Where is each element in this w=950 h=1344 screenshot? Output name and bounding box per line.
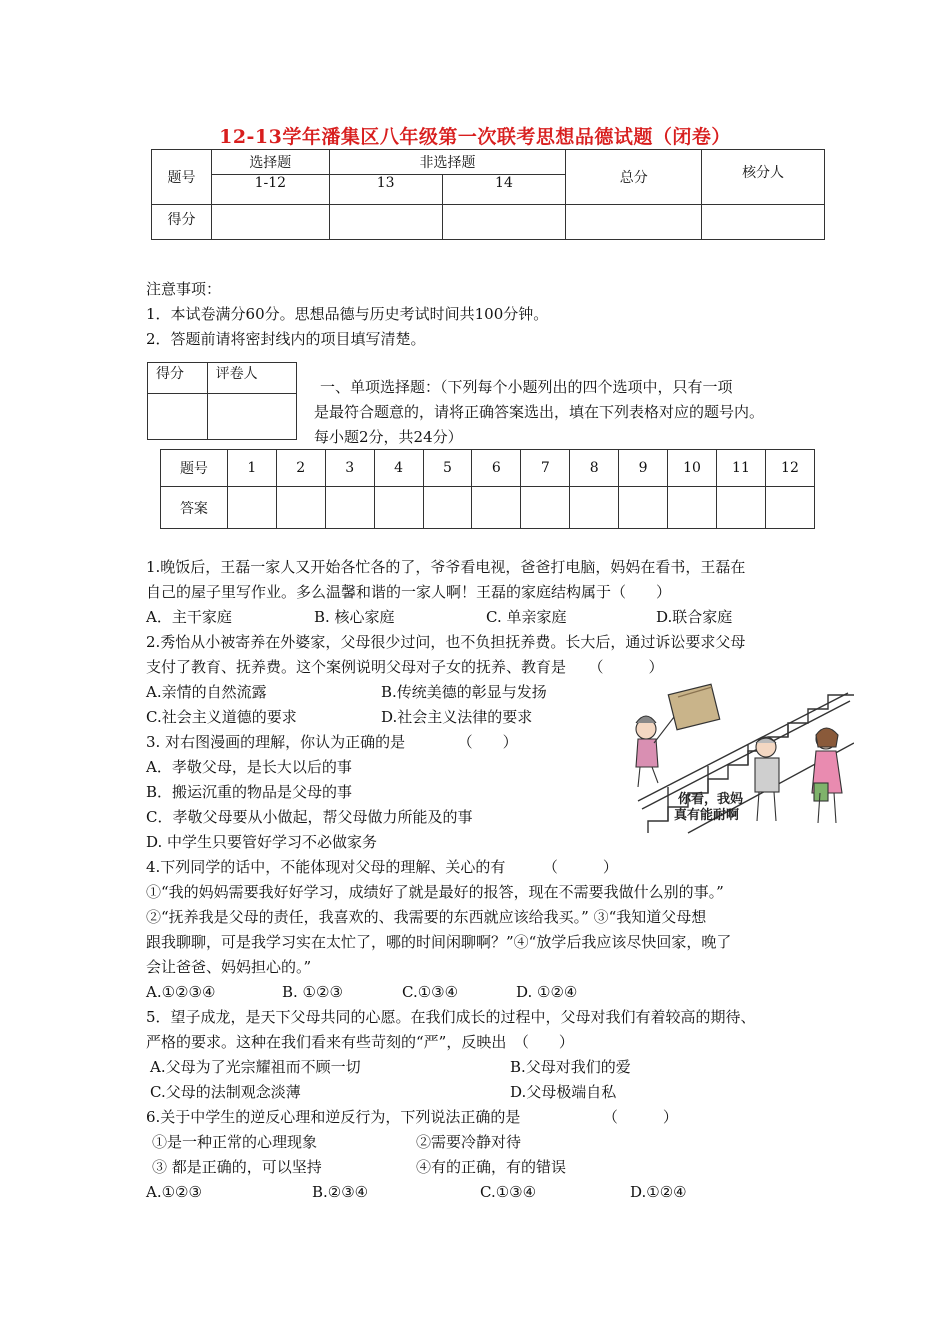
- q6-statement-4: ④有的正确，有的错误: [416, 1158, 567, 1176]
- score-cell-14[interactable]: [442, 205, 566, 240]
- answer-table-tihao: 题号: [161, 450, 228, 487]
- answer-table-number: 1: [227, 450, 276, 487]
- answer-cell[interactable]: [521, 487, 570, 529]
- section1-line1: 一、单项选择题：（下列每个小题列出的四个选项中，只有一项: [320, 378, 733, 396]
- answer-table-number: 12: [765, 450, 814, 487]
- q6-statement-2: ②需要冷静对待: [416, 1133, 522, 1151]
- score-table-defen: 得分: [152, 205, 212, 240]
- answer-cell[interactable]: [619, 487, 668, 529]
- q2-option-a: A.亲情的自然流露: [146, 683, 267, 701]
- q6-statement-3: ③ 都是正确的，可以坚持: [152, 1158, 322, 1176]
- answer-cell[interactable]: [423, 487, 472, 529]
- stairs-cartoon-illustration: [628, 683, 854, 841]
- answer-table-number: 4: [374, 450, 423, 487]
- question-6: [146, 1105, 687, 1205]
- q5-option-b: B.父母对我们的爱: [510, 1058, 631, 1076]
- score-cell-13[interactable]: [329, 205, 442, 240]
- answer-table-number: 5: [423, 450, 472, 487]
- q5-option-a: A.父母为了光宗耀祖而不顾一切: [150, 1058, 361, 1076]
- question-5: [146, 1005, 756, 1105]
- answer-cell[interactable]: [276, 487, 325, 529]
- cartoon-caption-line2: 真有能耐啊: [674, 808, 740, 823]
- score-table: [151, 149, 825, 240]
- notes-item: 1．本试卷满分60分。思想品德与历史考试时间共100分钟。: [146, 305, 549, 323]
- q4-option-a: A.①②③④: [146, 983, 216, 1001]
- q1-option-b: B. 核心家庭: [314, 608, 395, 626]
- q5-option-d: D.父母极端自私: [510, 1083, 617, 1101]
- q6-stem: 6.关于中学生的逆反心理和逆反行为，下列说法正确的是 （ ）: [146, 1108, 678, 1126]
- score-cell-xuanze[interactable]: [211, 205, 329, 240]
- q1-stem-line2: 自己的屋子里写作业。多么温馨和谐的一家人啊！王磊的家庭结构属于（ ）: [146, 583, 672, 601]
- answer-cell[interactable]: [374, 487, 423, 529]
- q3-option-b: B．搬运沉重的物品是父母的事: [146, 783, 353, 801]
- q3-option-c: C．孝敬父母要从小做起，帮父母做力所能及的事: [146, 808, 473, 826]
- score-table-feixuanze: 非选择题: [329, 150, 566, 175]
- q5-stem-line1: 5．望子成龙，是天下父母共同的心愿。在我们成长的过程中，父母对我们有着较高的期待、: [146, 1008, 756, 1026]
- q4-statement-line2: ②“抚养我是父母的责任，我喜欢的、我需要的东西就应该给我买。” ③“我知道父母想: [146, 908, 707, 926]
- answer-cell[interactable]: [765, 487, 814, 529]
- q2-stem-line1: 2.秀怡从小被寄养在外婆家，父母很少过问，也不负担抚养费。长大后，通过诉讼要求父母: [146, 633, 746, 651]
- q2-option-b: B.传统美德的彰显与发扬: [381, 683, 547, 701]
- q2-option-d: D.社会主义法律的要求: [381, 708, 533, 726]
- notes: [146, 277, 548, 352]
- answer-table-number: 7: [521, 450, 570, 487]
- answer-table-daan: 答案: [161, 487, 228, 529]
- answer-cell[interactable]: [227, 487, 276, 529]
- q3-option-a: A．孝敬父母，是长大以后的事: [146, 758, 352, 776]
- grader-pingjuanren: 评卷人: [207, 363, 296, 394]
- q1-option-c: C. 单亲家庭: [486, 608, 567, 626]
- q2-stem-line2: 支付了教育、抚养费。这个案例说明父母对子女的抚养、教育是 （ ）: [146, 658, 664, 676]
- q1-stem-line1: 1.晚饭后，王磊一家人又开始各忙各的了，爷爷看电视，爸爸打电脑，妈妈在看书，王磊在: [146, 558, 746, 576]
- q5-stem-line2: 严格的要求。这种在我们看来有些苛刻的“严”，反映出 （ ）: [146, 1033, 574, 1051]
- score-cell-total[interactable]: [566, 205, 702, 240]
- grader-table: [147, 362, 297, 440]
- q1-option-d: D.联合家庭: [656, 608, 733, 626]
- answer-table: [160, 449, 815, 529]
- q5-option-c: C.父母的法制观念淡薄: [150, 1083, 301, 1101]
- q4-statement-line4: 会让爸爸、妈妈担心的。”: [146, 958, 312, 976]
- q4-option-c: C.①③④: [402, 983, 459, 1001]
- score-table-col14: 14: [442, 175, 566, 205]
- page-title: 12-13学年潘集区八年级第一次联考思想品德试题（闭卷）: [219, 126, 731, 148]
- grader-score-cell[interactable]: [148, 394, 208, 440]
- q6-option-b: B.②③④: [312, 1183, 369, 1201]
- grader-defen: 得分: [148, 363, 208, 394]
- answer-cell[interactable]: [325, 487, 374, 529]
- q2-option-c: C.社会主义道德的要求: [146, 708, 297, 726]
- q6-option-c: C.①③④: [480, 1183, 537, 1201]
- section1-line2: 是最符合题意的，请将正确答案选出，填在下列表格对应的题号内。: [314, 403, 765, 421]
- q3-stem: 3. 对右图漫画的理解，你认为正确的是 （ ）: [146, 733, 518, 751]
- score-table-tihao: 题号: [152, 150, 212, 205]
- notes-heading: 注意事项：: [146, 280, 222, 298]
- answer-table-number: 6: [472, 450, 521, 487]
- q1-option-a: A．主干家庭: [146, 608, 232, 626]
- answer-table-number: 10: [668, 450, 717, 487]
- answer-table-number: 3: [325, 450, 374, 487]
- q6-option-a: A.①②③: [146, 1183, 202, 1201]
- answer-cell[interactable]: [570, 487, 619, 529]
- q6-option-d: D.①②④: [630, 1183, 687, 1201]
- score-table-xuanze: 选择题: [211, 150, 329, 175]
- answer-cell[interactable]: [716, 487, 765, 529]
- answer-cell[interactable]: [668, 487, 717, 529]
- q6-statement-1: ①是一种正常的心理现象: [152, 1133, 318, 1151]
- q4-statement-line3: 跟我聊聊，可是我学习实在太忙了，哪的时间闲聊啊？”④“放学后我应该尽快回家，晚了: [146, 933, 732, 951]
- score-table-col13: 13: [329, 175, 442, 205]
- answer-table-number: 2: [276, 450, 325, 487]
- question-4: [146, 855, 731, 1005]
- answer-table-number: 8: [570, 450, 619, 487]
- q3-option-d: D. 中学生只要管好学习不必做家务: [146, 833, 378, 851]
- score-table-hefenren: 核分人: [702, 150, 825, 205]
- answer-table-number: 9: [619, 450, 668, 487]
- q4-stem: 4.下列同学的话中，不能体现对父母的理解、关心的有 （ ）: [146, 858, 618, 876]
- q4-option-d: D. ①②④: [516, 983, 578, 1001]
- cartoon-caption-line1: 你看，我妈: [678, 792, 744, 807]
- answer-cell[interactable]: [472, 487, 521, 529]
- section1-line3: 每小题2分，共24分）: [314, 428, 463, 446]
- score-table-xuanze-range: 1-12: [211, 175, 329, 205]
- score-table-zongfen: 总分: [566, 150, 702, 205]
- question-3: [146, 730, 518, 855]
- section1-instructions: [314, 375, 819, 450]
- question-1: [146, 555, 745, 630]
- q4-option-b: B. ①②③: [282, 983, 343, 1001]
- score-cell-checker[interactable]: [702, 205, 825, 240]
- notes-item: 2．答题前请将密封线内的项目填写清楚。: [146, 330, 426, 348]
- grader-name-cell[interactable]: [207, 394, 296, 440]
- q4-statement-line1: ①“我的妈妈需要我好好学习，成绩好了就是最好的报答，现在不需要我做什么别的事。”: [146, 883, 724, 901]
- answer-table-number: 11: [716, 450, 765, 487]
